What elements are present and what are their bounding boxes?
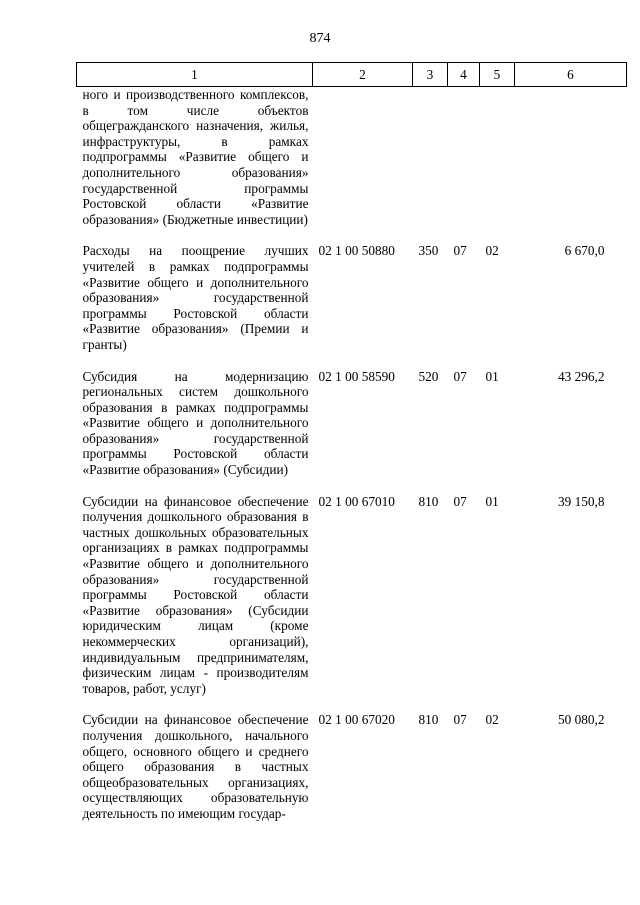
row-section: 07 (453, 712, 467, 728)
column-header-1: 1 (77, 63, 313, 87)
row-expense-type: 520 (418, 368, 439, 384)
row-subsection: 02 (485, 243, 499, 259)
column-header-5: 5 (480, 63, 515, 87)
row-subsection (480, 87, 515, 244)
row-subsection: 01 (485, 368, 499, 384)
row-section (448, 87, 480, 244)
row-expense-type: 810 (418, 712, 439, 728)
row-section: 07 (453, 493, 467, 509)
row-section: 07 (453, 243, 467, 259)
column-header-3: 3 (413, 63, 448, 87)
row-section: 07 (453, 368, 467, 384)
row-description: Субсидии на финансовое обеспечение получения дошкольного, начального общего, основного общего и среднего общего образования в частных общеобразовательных организациях, осуществляющих образовательную деятельность по имеющим государ- (82, 712, 309, 821)
row-expense-type: 350 (418, 243, 439, 259)
column-header-6: 6 (515, 63, 627, 87)
table-row (77, 712, 627, 821)
row-expense-type (413, 87, 448, 244)
row-subsection: 01 (485, 493, 499, 509)
row-target-code: 02 1 00 50880 (318, 243, 395, 259)
page-number: 874 (309, 31, 331, 46)
column-header-2: 2 (313, 63, 413, 87)
row-description: Субсидии на финансовое обеспечение получения дошкольного образования в частных дошкольных образовательных организациях в рамках подпрограммы «Развитие общего и дополнительного образования» государственной программы Ростовской области «Развитие образования» (Субсидии юридическим лицам (кроме некоммерческих организаций), индивидуальным предпринимателям, физическим лицам - производителям товаров, работ, услуг) (82, 493, 309, 696)
row-target-code (313, 87, 413, 244)
table-row (77, 369, 627, 494)
table-header-row (77, 63, 627, 87)
row-amount: 50 080,2 (557, 712, 605, 728)
row-amount: 6 670,0 (564, 243, 605, 259)
row-target-code: 02 1 00 58590 (318, 368, 395, 384)
row-target-code: 02 1 00 67010 (318, 493, 395, 509)
row-subsection: 02 (485, 712, 499, 728)
row-description: ного и производственного комплексов, в том числе объектов общегражданского назначения, жилья, инфраструктуры, в рамках подпрограммы «Развитие общего и дополнительного образования» государственной программы Ростовской области «Развитие образования» (Бюджетные инвестиции) (82, 87, 309, 227)
row-amount: 43 296,2 (557, 368, 605, 384)
budget-table (76, 62, 627, 822)
row-description: Расходы на поощрение лучших учителей в рамках подпрограммы «Развитие общего и дополнительного образования» государственной программы Ростовской области «Развитие образования» (Премии и гранты) (82, 243, 309, 352)
table-row (77, 494, 627, 713)
table-row (77, 87, 627, 244)
row-amount (515, 87, 627, 244)
row-target-code: 02 1 00 67020 (318, 712, 395, 728)
table-row (77, 243, 627, 368)
row-description: Субсидия на модернизацию региональных систем дошкольного образования в рамках подпрограммы «Развитие общего и дополнительного образования» государственной программы Ростовской области «Развитие образования» (Субсидии) (82, 368, 309, 478)
row-amount: 39 150,8 (557, 493, 605, 509)
column-header-4: 4 (448, 63, 480, 87)
row-expense-type: 810 (418, 493, 439, 509)
